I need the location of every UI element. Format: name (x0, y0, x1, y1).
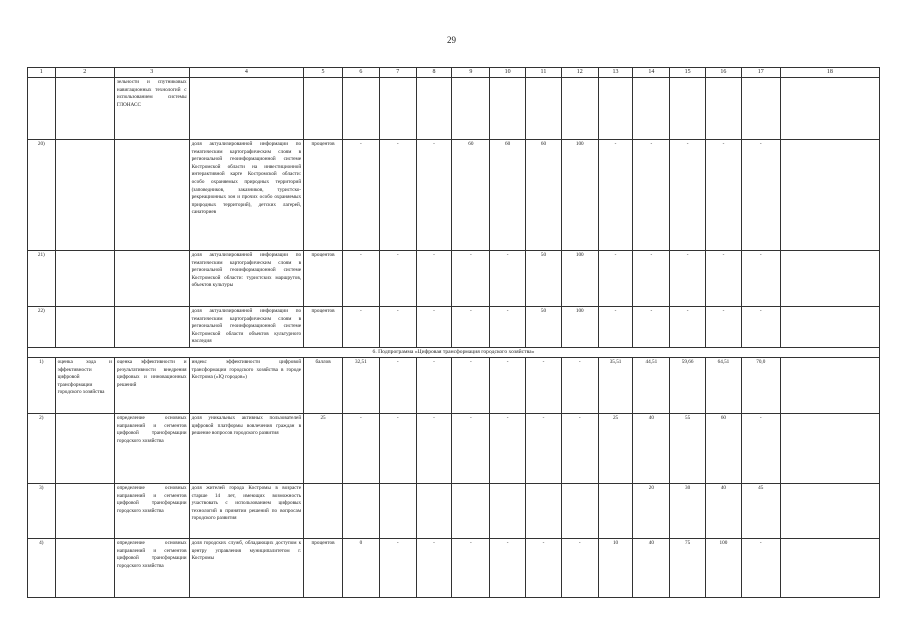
value-cell: 60 (490, 140, 526, 251)
value-cell: 50 (526, 251, 562, 307)
value-cell (741, 78, 780, 140)
value-cell: - (452, 357, 490, 413)
cell-c5: баллов (304, 357, 343, 413)
header-cell: 13 (598, 68, 633, 78)
cell-c3: определение основных направлений и сегментов цифровой трансформации городского хозяйства (114, 538, 189, 597)
value-cell (490, 78, 526, 140)
cell-c4: индекс эффективности цифровой трансформации городского хозяйства в городе Кострома («IQ городов») (189, 357, 304, 413)
value-cell (342, 78, 379, 140)
value-cell: - (342, 307, 379, 348)
cell-c5: процентов (304, 140, 343, 251)
value-cell: - (526, 357, 562, 413)
value-cell: - (741, 140, 780, 251)
value-cell: 44,51 (633, 357, 670, 413)
table-row (28, 538, 880, 597)
cell-c4 (189, 78, 304, 140)
cell-c2 (55, 78, 114, 140)
value-cell: - (598, 307, 633, 348)
section-row (28, 347, 880, 357)
cell-c3: определение основных направлений и сегментов цифровой трансформации городского хозяйства (114, 483, 189, 538)
value-cell (452, 483, 490, 538)
cell-c3 (114, 251, 189, 307)
value-cell: - (379, 307, 416, 348)
value-cell: - (741, 538, 780, 597)
cell-c1: 1) (28, 357, 56, 413)
section-title: 6. Подпрограмма «Цифровая трансформация городского хозяйства» (28, 347, 880, 357)
cell-c4: доля актуализированной информации по тематическим картографическим слоям в региональной геоинформационной системе Костромской области: туристских маршрутов, объектов культуры (189, 251, 304, 307)
value-cell: 32,51 (342, 357, 379, 413)
value-cell: - (379, 538, 416, 597)
cell-c18 (780, 140, 879, 251)
value-cell (342, 483, 379, 538)
table-row (28, 357, 880, 413)
indicators-table (27, 67, 880, 598)
value-cell: - (670, 140, 706, 251)
value-cell: - (670, 251, 706, 307)
value-cell: - (561, 538, 598, 597)
cell-c2 (55, 307, 114, 348)
header-cell: 3 (114, 68, 189, 78)
cell-c4: доля жителей города Костромы в возрасте старше 14 лет, имеющих возможность участвовать с использованием цифровых технологий в принятии решений по вопросам городского развития (189, 483, 304, 538)
value-cell: - (416, 538, 452, 597)
value-cell (633, 78, 670, 140)
value-cell: - (741, 251, 780, 307)
value-cell (706, 78, 742, 140)
value-cell: - (561, 413, 598, 483)
cell-c5: процентов (304, 251, 343, 307)
header-cell: 17 (741, 68, 780, 78)
value-cell (416, 78, 452, 140)
header-cell: 5 (304, 68, 343, 78)
value-cell: - (452, 413, 490, 483)
cell-c1: 21) (28, 251, 56, 307)
table-row (28, 140, 880, 251)
table-row (28, 413, 880, 483)
header-cell: 18 (780, 68, 879, 78)
table-row (28, 251, 880, 307)
value-cell: - (379, 413, 416, 483)
header-cell: 4 (189, 68, 304, 78)
header-row (28, 68, 880, 78)
page-number: 29 (447, 35, 456, 45)
value-cell (598, 483, 633, 538)
table-row (28, 307, 880, 348)
value-cell: 55 (670, 413, 706, 483)
cell-c1: 3) (28, 483, 56, 538)
value-cell: - (670, 307, 706, 348)
value-cell: 40 (633, 413, 670, 483)
value-cell: 100 (706, 538, 742, 597)
value-cell: - (416, 251, 452, 307)
cell-c2 (55, 140, 114, 251)
cell-c18 (780, 357, 879, 413)
value-cell (561, 78, 598, 140)
header-cell: 16 (706, 68, 742, 78)
value-cell: - (342, 251, 379, 307)
value-cell (526, 78, 562, 140)
cell-c3: зельности и спутниковых навигационных технологий с использованием системы ГЛОНАСС (114, 78, 189, 140)
cell-c18 (780, 78, 879, 140)
value-cell: - (741, 413, 780, 483)
cell-c3 (114, 140, 189, 251)
header-cell: 12 (561, 68, 598, 78)
cell-c2 (55, 483, 114, 538)
table-row (28, 483, 880, 538)
value-cell: - (490, 357, 526, 413)
cell-c18 (780, 413, 879, 483)
cell-c1: 4) (28, 538, 56, 597)
value-cell: 0 (342, 538, 379, 597)
value-cell (379, 78, 416, 140)
cell-c3: оценка эффективности и результативности внедрения цифровых и инновационных решений (114, 357, 189, 413)
value-cell: - (416, 357, 452, 413)
table-row (28, 78, 880, 140)
header-cell: 10 (490, 68, 526, 78)
value-cell (490, 483, 526, 538)
value-cell: 10 (598, 538, 633, 597)
value-cell: - (706, 140, 742, 251)
value-cell: - (706, 307, 742, 348)
value-cell: 59,66 (670, 357, 706, 413)
value-cell: - (490, 251, 526, 307)
value-cell: - (633, 140, 670, 251)
header-cell: 9 (452, 68, 490, 78)
cell-c18 (780, 307, 879, 348)
cell-c5: процентов (304, 538, 343, 597)
value-cell: - (379, 357, 416, 413)
value-cell: - (342, 413, 379, 483)
cell-c1: 20) (28, 140, 56, 251)
header-cell: 15 (670, 68, 706, 78)
value-cell: - (416, 307, 452, 348)
value-cell: 75 (670, 538, 706, 597)
value-cell: - (379, 251, 416, 307)
value-cell: - (526, 538, 562, 597)
header-cell: 14 (633, 68, 670, 78)
cell-c4: доля городских служб, обладающих доступом к центру управления муниципалитетом г. Костромы (189, 538, 304, 597)
value-cell: - (452, 538, 490, 597)
value-cell: - (452, 307, 490, 348)
value-cell (598, 78, 633, 140)
value-cell: - (490, 307, 526, 348)
header-cell: 7 (379, 68, 416, 78)
value-cell: - (598, 251, 633, 307)
header-cell: 1 (28, 68, 56, 78)
value-cell: 100 (561, 307, 598, 348)
header-cell: 2 (55, 68, 114, 78)
value-cell: - (490, 413, 526, 483)
value-cell: 45 (741, 483, 780, 538)
value-cell: 100 (561, 251, 598, 307)
value-cell: - (526, 413, 562, 483)
value-cell: - (706, 251, 742, 307)
header-cell: 6 (342, 68, 379, 78)
value-cell: - (633, 307, 670, 348)
value-cell: - (379, 140, 416, 251)
value-cell: 64,51 (706, 357, 742, 413)
cell-c3: определение основных направлений и сегментов цифровой трансформации городского хозяйства (114, 413, 189, 483)
value-cell: - (598, 140, 633, 251)
value-cell: 40 (706, 483, 742, 538)
cell-c5 (304, 78, 343, 140)
value-cell (452, 78, 490, 140)
value-cell: 25 (598, 413, 633, 483)
value-cell: - (741, 307, 780, 348)
value-cell: 50 (526, 307, 562, 348)
value-cell: 30 (670, 483, 706, 538)
cell-c5: 25 (304, 413, 343, 483)
value-cell: - (561, 357, 598, 413)
value-cell: - (416, 413, 452, 483)
cell-c5: процентов (304, 307, 343, 348)
cell-c1: 2) (28, 413, 56, 483)
cell-c2 (55, 538, 114, 597)
cell-c2 (55, 251, 114, 307)
cell-c1 (28, 78, 56, 140)
value-cell (416, 483, 452, 538)
value-cell: 100 (561, 140, 598, 251)
cell-c18 (780, 483, 879, 538)
value-cell: - (452, 251, 490, 307)
value-cell: - (342, 140, 379, 251)
value-cell: 20 (633, 483, 670, 538)
value-cell: - (633, 251, 670, 307)
value-cell: 70,0 (741, 357, 780, 413)
value-cell: 60 (452, 140, 490, 251)
cell-c1: 22) (28, 307, 56, 348)
cell-c18 (780, 251, 879, 307)
cell-c18 (780, 538, 879, 597)
value-cell: 60 (706, 413, 742, 483)
cell-c4: доля уникальных активных пользователей цифровой платформы вовлечения граждан в решение вопросов городского развития (189, 413, 304, 483)
value-cell: - (416, 140, 452, 251)
value-cell (670, 78, 706, 140)
value-cell: 40 (633, 538, 670, 597)
header-cell: 8 (416, 68, 452, 78)
cell-c2 (55, 413, 114, 483)
cell-c3 (114, 307, 189, 348)
cell-c2: оценка хода и эффективности цифровой трансформации городского хозяйства (55, 357, 114, 413)
cell-c4: доля актуализированной информации по тематическим картографическим слоям в региональной геоинформационной системе Костромской области на инвестиционной интерактивной карте Костромской области: особо охраняемых природных территорий (заповедников, заказников, туристско-рекреационных зон и прочих особо охраняемых природных территорий), детских лагерей, санаториев (189, 140, 304, 251)
value-cell: 60 (526, 140, 562, 251)
value-cell (526, 483, 562, 538)
value-cell: 35,51 (598, 357, 633, 413)
cell-c5 (304, 483, 343, 538)
header-cell: 11 (526, 68, 562, 78)
cell-c4: доля актуализированной информации по тематическим картографическим слоям в региональной геоинформационной системе Костромской области объектов культурного наследия (189, 307, 304, 348)
value-cell (379, 483, 416, 538)
value-cell: - (490, 538, 526, 597)
value-cell (561, 483, 598, 538)
